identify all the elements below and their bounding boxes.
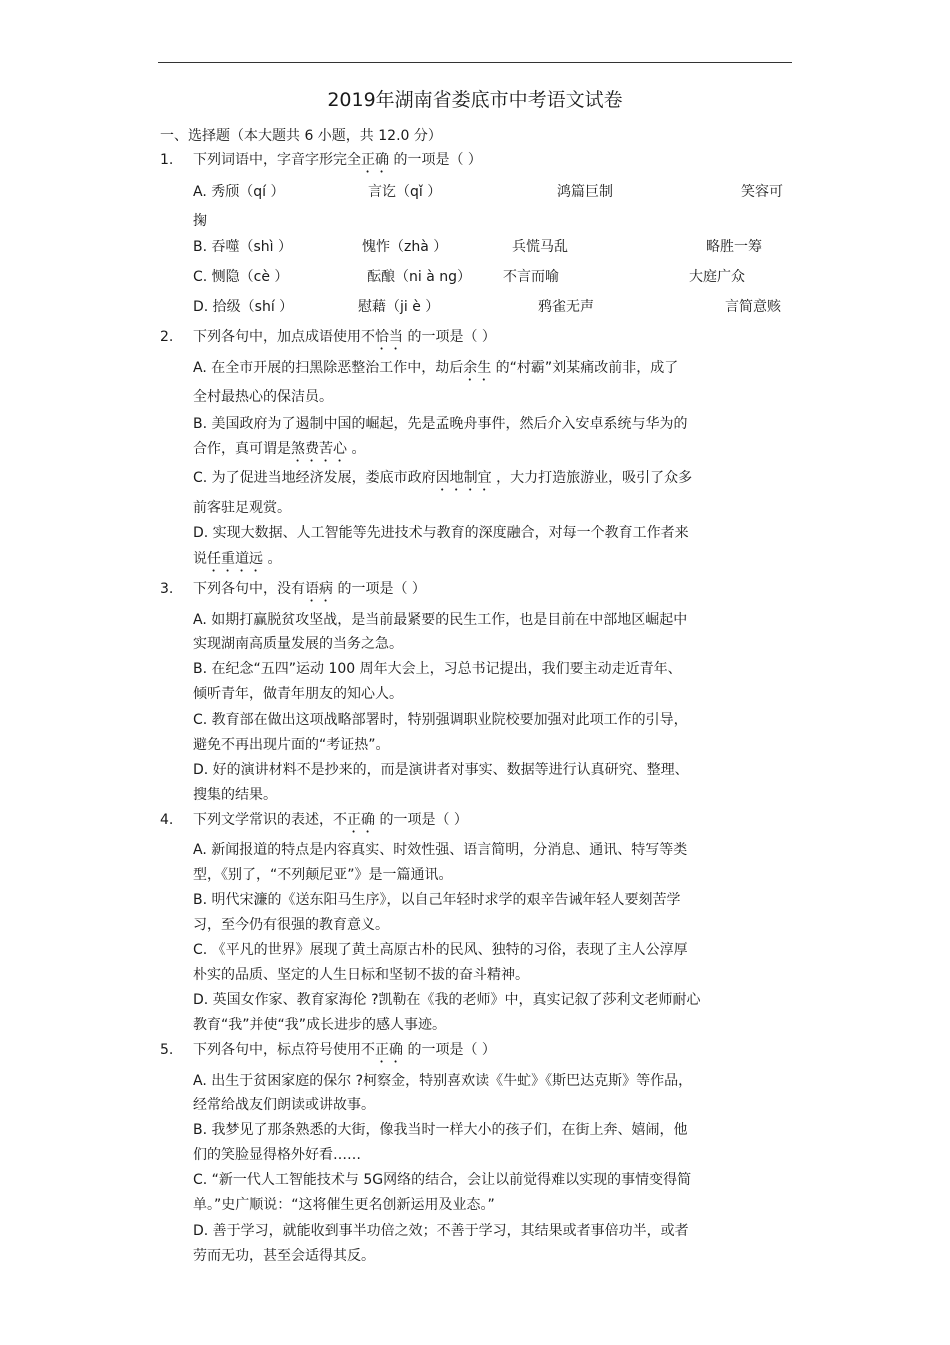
q2-option-a-line2: 全村最热心的保洁员。	[193, 389, 333, 405]
q3-option-c-line2: 避免不再出现片面的“考证热”。	[193, 737, 390, 753]
q1-option-a-4: 笑容可	[741, 184, 783, 200]
q4-option-c-line1: C. 《平凡的世界》展现了黄土高原古朴的民风、独特的习俗，表现了主人公淳厚	[193, 942, 688, 958]
q2-option-d-line2: 说任重道远 。	[193, 551, 282, 567]
q2-option-c-line1: C. 为了促进当地经济发展，娄底市政府因地制宜 ，大力打造旅游业，吸引了众多	[193, 470, 693, 486]
q3-option-a-line2: 实现湖南高质量发展的当务之急。	[193, 636, 403, 652]
q1-option-d-3: 鸦雀无声	[538, 299, 594, 315]
q1-option-b-2: 愧怍（zhà ）	[362, 239, 448, 255]
q5-option-d-line1: D. 善于学习，就能收到事半功倍之效；不善于学习，其结果或者事倍功半，或者	[193, 1223, 689, 1239]
q4-option-a-line2: 型，《别了，“不列颠尼亚”》是一篇通讯。	[193, 867, 453, 883]
q1-option-b-4: 略胜一筹	[706, 239, 762, 255]
q4-option-b-line1: B. 明代宋濂的《送东阳马生序》，以自己年轻时求学的艰辛告诫年轻人要刻苦学	[193, 892, 681, 908]
q5-option-b-line2: 们的笑脸显得格外好看……	[193, 1147, 361, 1163]
page-title: 2019年湖南省娄底市中考语文试卷	[327, 89, 623, 111]
q2-stem: 下列各句中，加点成语使用不恰当 的一项是（ ）	[193, 329, 496, 345]
q4-number: 4.	[160, 812, 174, 828]
q5-option-c-line2: 单。”史广顺说：“这将催生更名创新运用及业态。”	[193, 1197, 495, 1213]
q2-option-b-line2: 合作，真可谓是煞费苦心 。	[193, 441, 366, 457]
q3-option-b-line1: B. 在纪念“五四”运动 100 周年大会上，习总书记提出，我们要主动走近青年、	[193, 661, 682, 677]
q1-option-d-1: D. 拾级（shí ）	[193, 299, 294, 315]
q4-option-b-line2: 习，至今仍有很强的教育意义。	[193, 917, 389, 933]
q4-option-c-line2: 朴实的品质、坚定的人生日标和坚韧不拔的奋斗精神。	[193, 967, 529, 983]
q4-stem: 下列文学常识的表述，不正确 的一项是（ ）	[193, 812, 468, 828]
q1-option-c-1: C. 恻隐（cè ）	[193, 269, 289, 285]
q5-number: 5.	[160, 1042, 174, 1058]
q3-option-d-line2: 搜集的结果。	[193, 787, 277, 803]
q4-option-a-line1: A. 新闻报道的特点是内容真实、时效性强、语言简明，分消息、通讯、特写等类	[193, 842, 688, 858]
q2-option-b-line1: B. 美国政府为了遏制中国的崛起，先是孟晚舟事件，然后介入安卓系统与华为的	[193, 416, 688, 432]
q3-option-b-line2: 倾听青年，做青年朋友的知心人。	[193, 686, 403, 702]
q3-stem: 下列各句中，没有语病 的一项是（ ）	[193, 581, 426, 597]
q3-option-c-line1: C. 教育部在做出这项战略部署时，特别强调职业院校要加强对此项工作的引导，	[193, 712, 688, 728]
q1-option-c-4: 大庭广众	[689, 269, 745, 285]
q1-option-d-2: 慰藉（ji è ）	[358, 299, 440, 315]
q1-number: 1.	[160, 152, 174, 168]
q2-option-d-line1: D. 实现大数据、人工智能等先进技术与教育的深度融合，对每一个教育工作者来	[193, 525, 689, 541]
q3-number: 3.	[160, 581, 174, 597]
q1-option-c-3: 不言而喻	[503, 269, 559, 285]
q1-option-a-wrap: 掬	[193, 213, 207, 229]
q2-option-a-line1: A. 在全市开展的扫黑除恶整治工作中，劫后余生 的“村霸”刘某痛改前非，成了	[193, 360, 679, 376]
section-heading: 一、选择题（本大题共 6 小题，共 12.0 分）	[160, 128, 442, 144]
q5-option-b-line1: B. 我梦见了那条熟悉的大街，像我当时一样大小的孩子们，在街上奔、嬉闹，他	[193, 1122, 688, 1138]
q1-option-a-1: A. 秀颀（qí ）	[193, 184, 285, 200]
header-rule	[158, 62, 792, 63]
q5-option-d-line2: 劳而无功，甚至会适得其反。	[193, 1248, 375, 1264]
q5-stem: 下列各句中，标点符号使用不正确 的一项是（ ）	[193, 1042, 496, 1058]
q1-option-c-2: 酝酿（ni à ng）	[367, 269, 472, 285]
q4-option-d-line2: 教育“我”并使“我”成长进步的感人事迹。	[193, 1017, 447, 1033]
q3-option-d-line1: D. 好的演讲材料不是抄来的，而是演讲者对事实、数据等进行认真研究、整理、	[193, 762, 689, 778]
q4-option-d-line1: D. 英国女作家、教育家海伦 ?凯勒在《我的老师》中，真实记叙了莎利文老师耐心	[193, 992, 701, 1008]
q1-option-d-4: 言简意赅	[725, 299, 781, 315]
q1-option-b-1: B. 吞噬（shì ）	[193, 239, 293, 255]
q1-stem: 下列词语中，字音字形完全正确 的一项是（ ）	[193, 152, 482, 168]
q3-option-a-line1: A. 如期打赢脱贫攻坚战，是当前最紧要的民生工作，也是目前在中部地区崛起中	[193, 612, 688, 628]
q5-option-a-line2: 经常给战友们朗读或讲故事。	[193, 1097, 375, 1113]
q2-number: 2.	[160, 329, 174, 345]
q1-option-b-3: 兵慌马乱	[512, 239, 568, 255]
q5-option-c-line1: C. “新一代人工智能技术与 5G网络的结合，会让以前觉得难以实现的事情变得简	[193, 1172, 692, 1188]
q5-option-a-line1: A. 出生于贫困家庭的保尔 ?柯察金，特别喜欢读《牛虻》《斯巴达克斯》等作品，	[193, 1073, 693, 1089]
q1-option-a-2: 言讫（qǐ ）	[368, 184, 442, 200]
q2-option-c-line2: 前客驻足观赏。	[193, 500, 291, 516]
q1-option-a-3: 鸿篇巨制	[557, 184, 613, 200]
